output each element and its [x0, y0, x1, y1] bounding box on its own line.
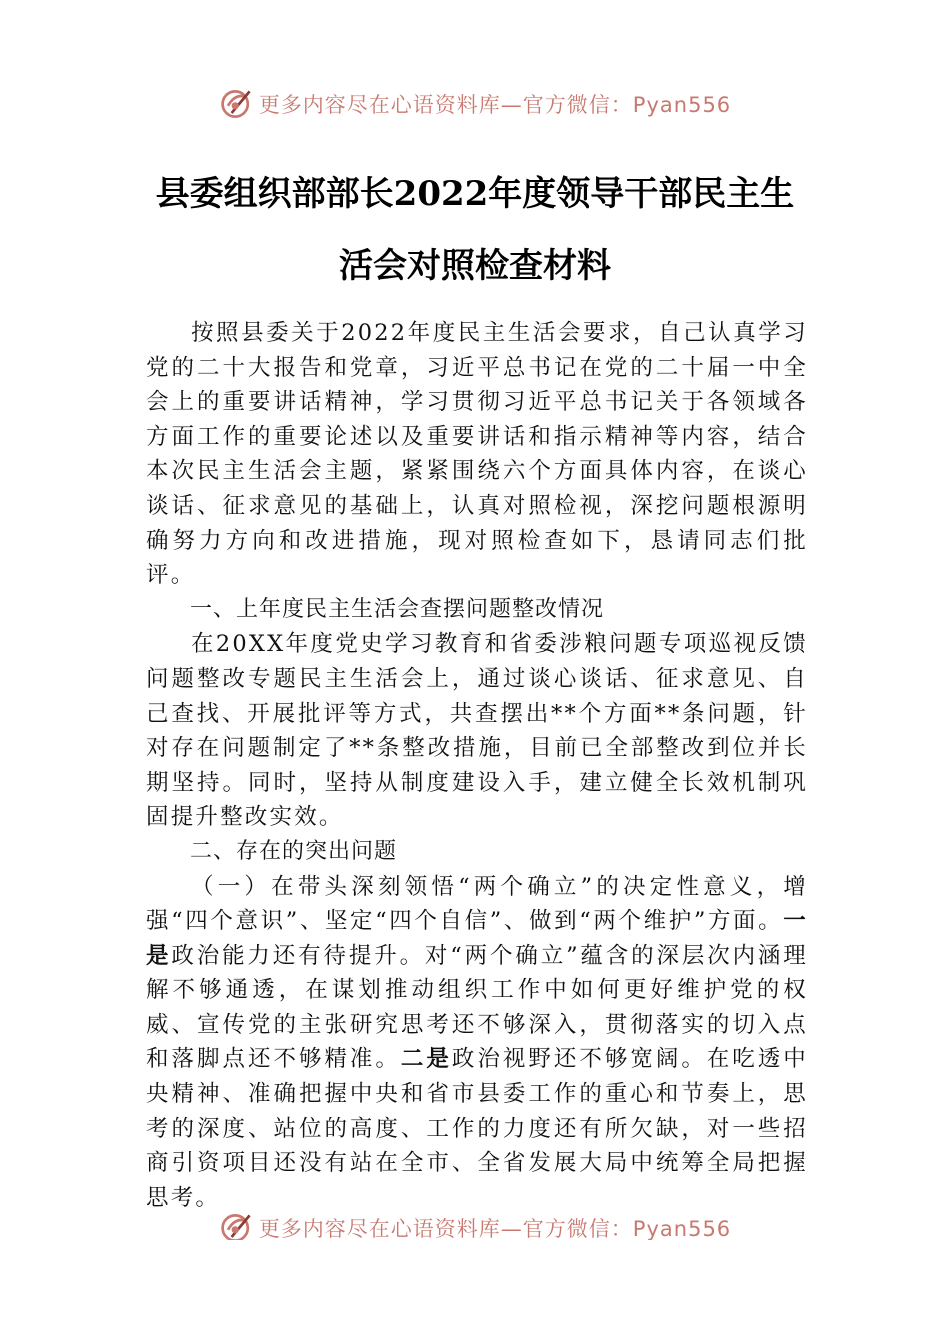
issue-lead: （一）在带头深刻领悟“两个确立”的决定性意义，增强“四个意识”、坚定“四个自信”、做到“两个维护”方面。 — [146, 873, 808, 935]
title-line-1: 县委组织部部长2022年度领导干部民主生 — [155, 174, 795, 214]
logo-icon — [219, 86, 255, 122]
point-marker-2: 二是 — [400, 1046, 452, 1073]
point-text-2: 政治视野还不够宽阔。在吃透中央精神、准确把握中央和省市县委工作的重心和节奏上，思考的深度、站位的高度、工作的力度还有所欠缺，对一些招商引资项目还没有站在全市、全省发展大局中统筹全局把握思考。 — [146, 1046, 808, 1211]
watermark-text: 更多内容尽在心语资料库—官方微信：Pyan556 — [258, 93, 732, 117]
section-heading-2: 二、存在的突出问题 — [190, 838, 398, 864]
document-title — [130, 158, 820, 302]
point-marker-1: 一是 — [146, 908, 808, 969]
rectification-paragraph: 在20XX年度党史学习教育和省委涉粮问题专项巡视反馈问题整改专题民主生活会上，通过谈心谈话、征求意见、自己查找、开展批评等方式，共查摆出**个方面**条问题，针对存在问题制定了**条整改措施，目前已全部整改到位并长期坚持。同时，坚持从制度建设入手，建立健全长效机制巩固提升整改实效。 — [146, 631, 808, 831]
watermark-footer — [0, 1204, 950, 1240]
logo-icon — [219, 1210, 255, 1240]
point-text-1: 政治能力还有待提升。对“两个确立”蕴含的深层次内涵理解不够通透，在谋划推动组织工作中如何更好维护党的权威、宣传党的主张研究思考还不够深入，贯彻落实的切入点和落脚点还不够精准。 — [146, 942, 808, 1073]
watermark-text-footer: 更多内容尽在心语资料库—官方微信：Pyan556 — [258, 1217, 732, 1240]
watermark-header — [0, 84, 950, 124]
title-line-2: 活会对照检查材料 — [339, 246, 611, 286]
section-heading-1: 一、上年度民主生活会查摆问题整改情况 — [190, 596, 605, 622]
intro-paragraph: 按照县委关于2022年度民主生活会要求，自己认真学习党的二十大报告和党章，习近平总书记在党的二十届一中全会上的重要讲话精神，学习贯彻习近平总书记关于各领域各方面工作的重要论述以及重要讲话和指示精神等内容，结合本次民主生活会主题，紧紧围绕六个方面具体内容，在谈心谈话、征求意见的基础上，认真对照检视，深挖问题根源明确努力方向和改进措施，现对照检查如下，恳请同志们批评。 — [146, 320, 808, 589]
document-body — [146, 316, 808, 1215]
issue-paragraph-1 — [146, 870, 808, 1216]
